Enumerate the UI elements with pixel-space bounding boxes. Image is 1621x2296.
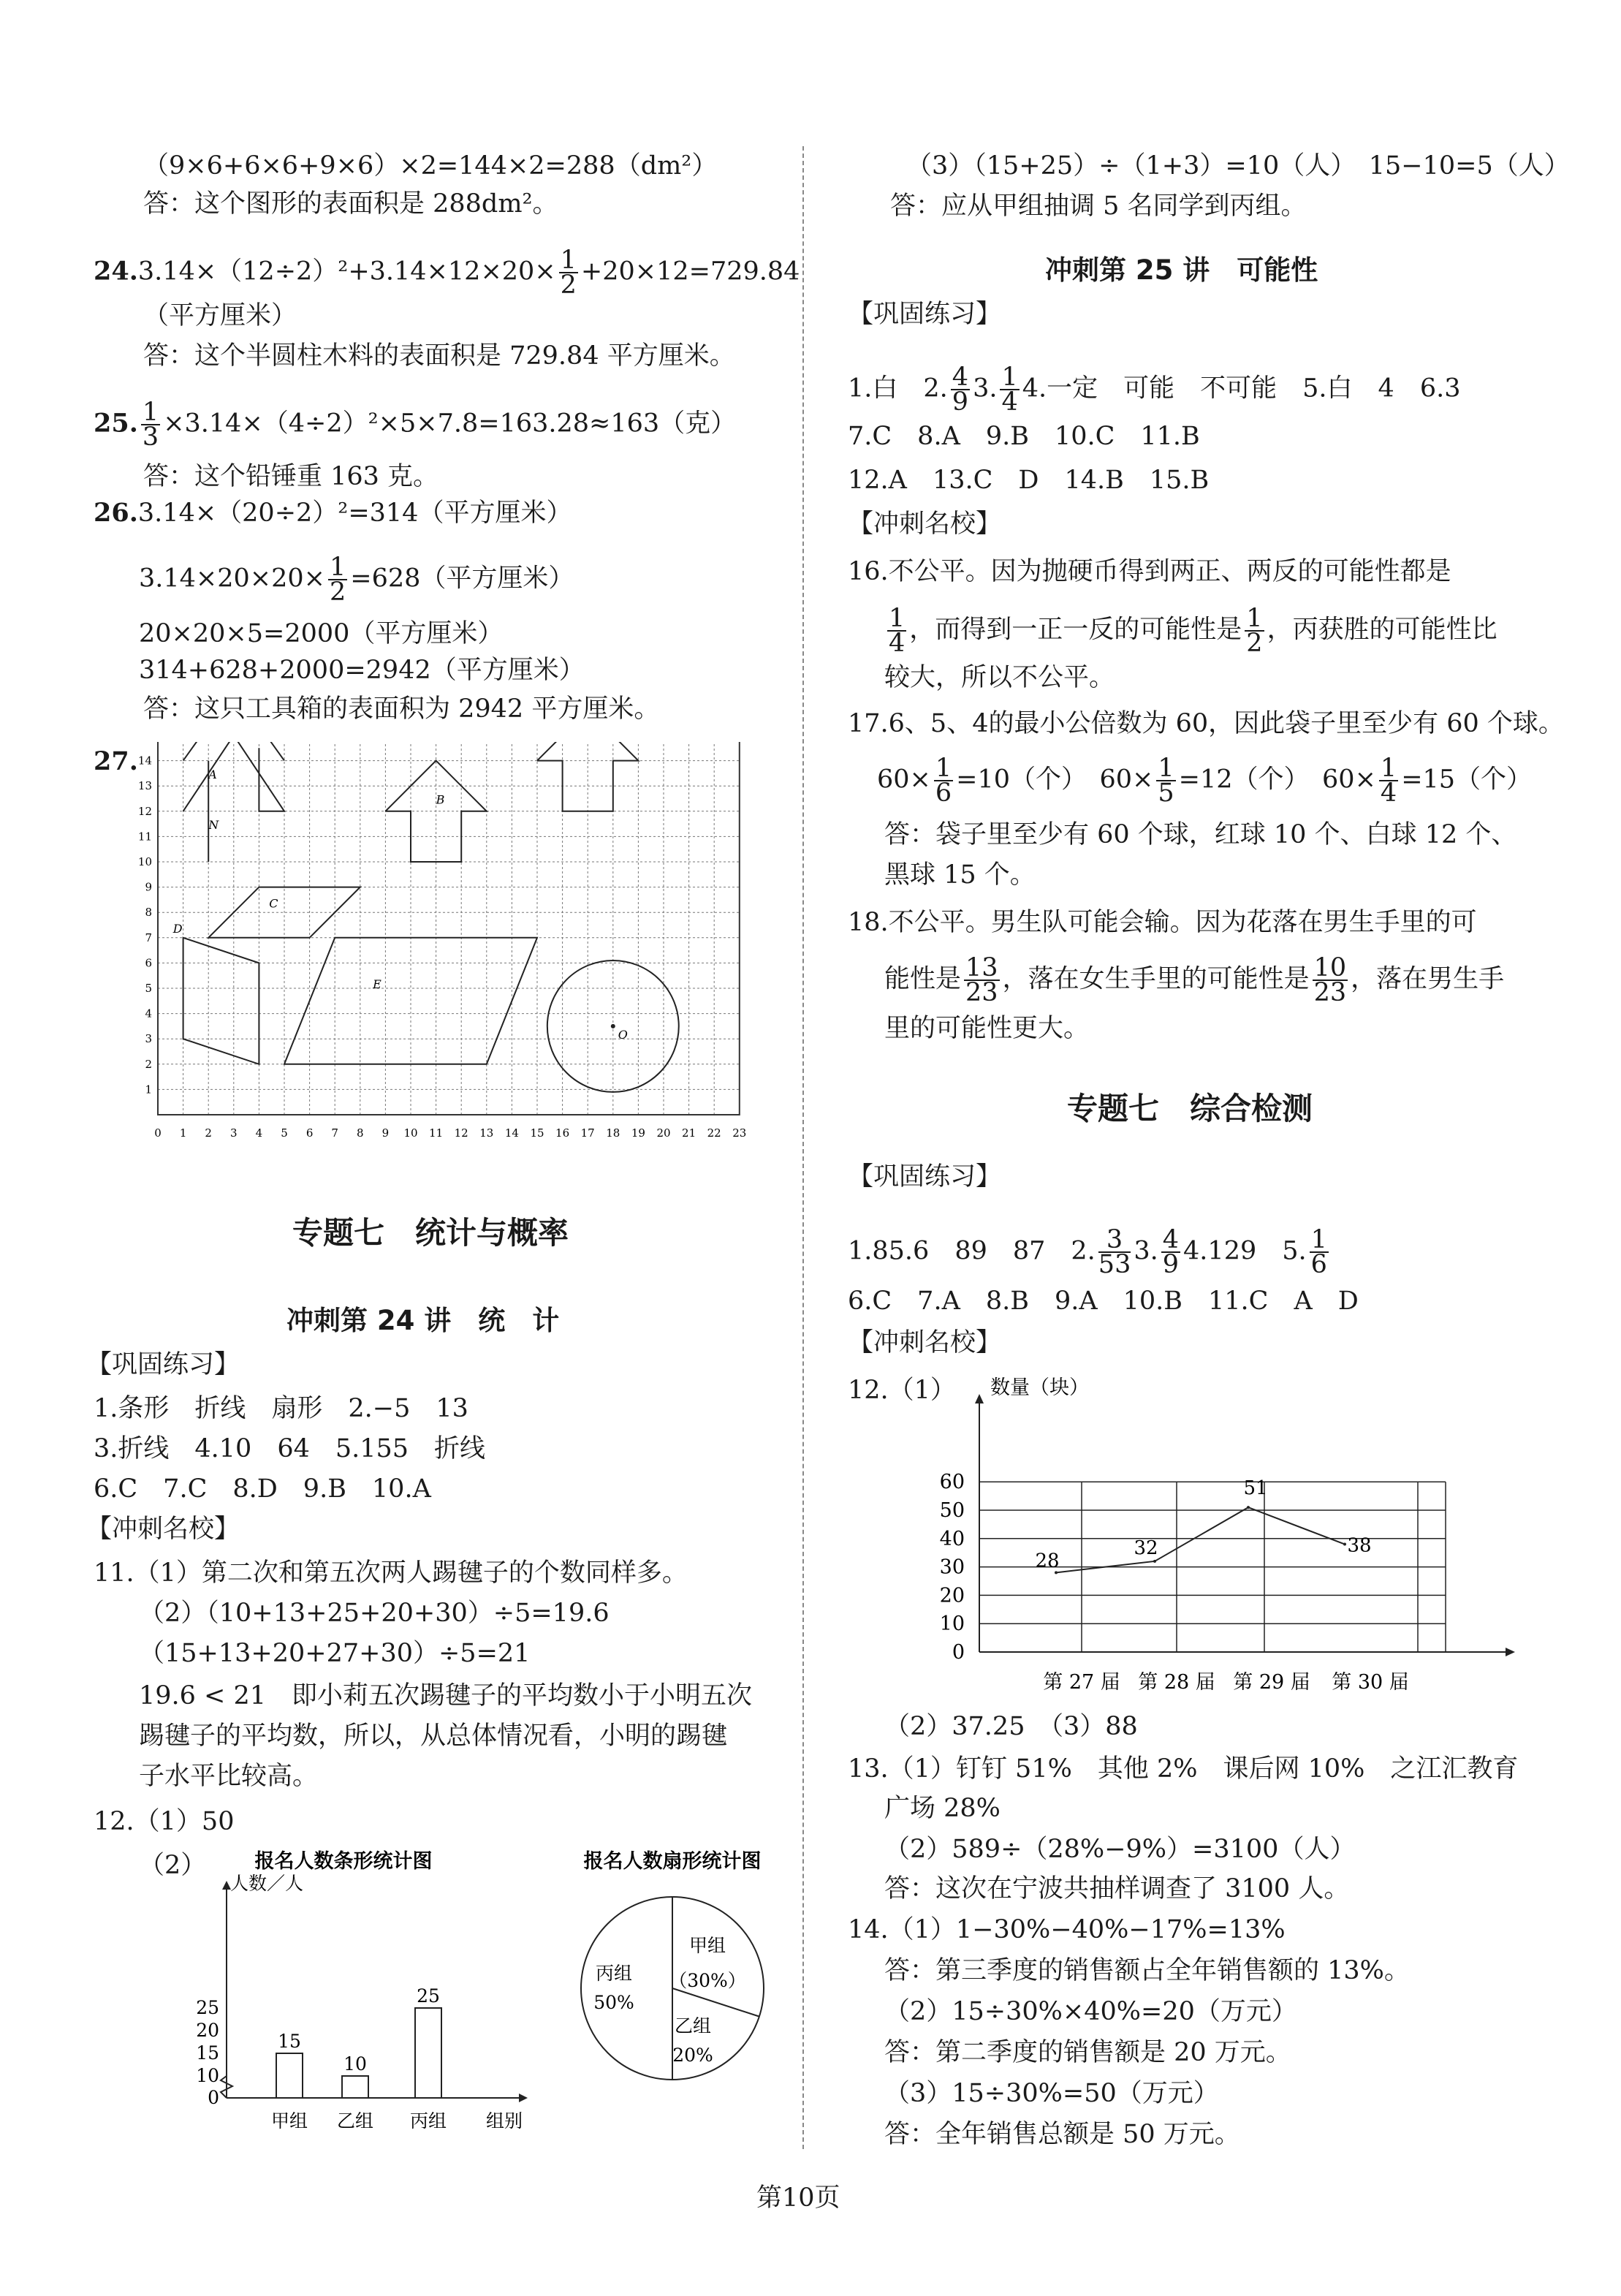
- x-tick-label: 20: [656, 1126, 671, 1140]
- q12-tail: （2）37.25 （3）88: [884, 1712, 1138, 1741]
- q11-line: 11.（1）第二次和第五次两人踢毽子的个数同样多。: [94, 1558, 688, 1588]
- answers-row: 1.85.6 89 87 2. $\frac{3}{53}$ 3. $\frac{4}{9}$ 4.129 5. $\frac{1}{6}$: [848, 1225, 1327, 1279]
- topic-title-comprehensive: 专题七 综合检测: [1067, 1091, 1313, 1126]
- data-label: 32: [1134, 1537, 1158, 1559]
- answers-row: 1.白 2. $\frac{4}{9}$ 3. $\frac{1}{4}$ 4.一定 可能 不可能 5.白 4 6.3: [848, 363, 1461, 417]
- x-tick-label: 23: [732, 1126, 747, 1140]
- bar: [276, 2053, 303, 2098]
- y-tick-label: 30: [939, 1556, 965, 1579]
- q23-calc: （9×6+6×6+9×6）×2=144×2=288（dm²）: [143, 151, 718, 181]
- x-tick-label: 丙组: [409, 2110, 447, 2132]
- y-tick-label: 10: [196, 2065, 219, 2086]
- answers-row: 1.条形 折线 扇形 2.−5 13: [94, 1394, 468, 1423]
- q13-line: （2）589÷（28%−9%）=3100（人）: [884, 1835, 1356, 1864]
- q14-line: （3）15÷30%=50（万元）: [884, 2079, 1219, 2108]
- fraction: $\frac{4}{9}$: [952, 363, 969, 417]
- bar-value-label: 25: [417, 1985, 440, 2007]
- answers-row: 6.C 7.C 8.D 9.B 10.A: [94, 1474, 431, 1504]
- x-tick-label: 第 29 届: [1233, 1671, 1310, 1694]
- data-label: 38: [1347, 1534, 1372, 1557]
- x-tick-label: 第 28 届: [1138, 1671, 1215, 1694]
- y-axis-label: 人数／人: [230, 1873, 304, 1894]
- grid-figure: [132, 742, 775, 1151]
- y-tick-label: 11: [137, 830, 152, 844]
- x-tick-label: 8: [357, 1126, 364, 1140]
- bar-chart-title: 报名人数条形统计图: [254, 1850, 433, 1873]
- bar-value-label: 15: [278, 2031, 301, 2052]
- y-tick-label: 50: [939, 1499, 965, 1522]
- y-tick-label: 3: [145, 1032, 152, 1046]
- fraction: $\frac{1}{4}$: [889, 604, 906, 658]
- trapezoid-d: [183, 938, 259, 1064]
- pie-label: 丙组: [595, 1963, 633, 1984]
- y-tick-label: 25: [196, 1997, 219, 2018]
- x-axis-label: 组别: [485, 2110, 523, 2132]
- q11-line: 子水平比较高。: [139, 1762, 319, 1791]
- q14-line: 答：第二季度的销售额是 20 万元。: [884, 2038, 1291, 2067]
- section-sprint: 【冲刺名校】: [848, 1328, 1002, 1357]
- fraction: $\frac{3}{53}$: [1098, 1225, 1131, 1279]
- q24-number: 24.: [94, 256, 138, 287]
- answers-row: 6.C 7.A 8.B 9.A 10.B 11.C A D: [848, 1287, 1359, 1316]
- q14-line: 14.（1）1−30%−40%−17%=13%: [848, 1915, 1286, 1944]
- x-tick-label: 4: [255, 1126, 263, 1140]
- point-label: A: [208, 767, 217, 781]
- fraction: $\frac{1}{6}$: [1310, 1225, 1327, 1279]
- q18-line: 18.不公平。男生队可能会输。因为花落在男生手里的可: [848, 908, 1477, 937]
- q25-answer: 答：这个铅锤重 163 克。: [143, 462, 439, 491]
- data-point: [1153, 1560, 1156, 1563]
- point-label: E: [373, 977, 381, 991]
- x-tick-label: 6: [305, 1126, 314, 1140]
- pie-label: 乙组: [674, 2015, 712, 2037]
- q12-line: 12.（1）50: [94, 1807, 235, 1836]
- point-label: N: [208, 818, 219, 833]
- point-label: C: [269, 896, 278, 911]
- fraction: $\frac{1}{2}$: [1246, 604, 1263, 658]
- x-tick-label: 3: [230, 1126, 238, 1140]
- y-axis-label: 数量（块）: [990, 1376, 1089, 1399]
- q18-line: 能性是 $\frac{13}{23}$ ，落在女生手里的可能性是 $\frac{10}{23}$ ，落在男生手: [884, 953, 1505, 1007]
- pie-chart: [563, 1849, 782, 2091]
- circle-center: [611, 1024, 615, 1028]
- x-tick-label: 9: [381, 1126, 390, 1140]
- q14-line: （2）15÷30%×40%=20（万元）: [884, 1997, 1297, 2026]
- q16-line: 较大，所以不公平。: [884, 663, 1115, 692]
- bar-chart: [183, 1849, 548, 2142]
- q16-line: 16.不公平。因为抛硬币得到两正、两反的可能性都是: [848, 557, 1451, 586]
- y-tick-label: 20: [196, 2020, 219, 2041]
- pie-label: （30%）: [669, 1970, 746, 1991]
- y-tick-label: 15: [196, 2042, 219, 2064]
- y-tick-label: 1: [145, 1083, 152, 1096]
- section-sprint: 【冲刺名校】: [86, 1515, 240, 1544]
- x-tick-label: 0: [154, 1126, 162, 1140]
- fraction: $\frac{1}{2}$: [329, 553, 346, 607]
- section-sprint: 【冲刺名校】: [848, 509, 1002, 539]
- y-tick-label: 10: [939, 1613, 965, 1636]
- q23-answer: 答：这个图形的表面积是 288dm²。: [143, 189, 558, 219]
- answers-row: 12.A 13.C D 14.B 15.B: [848, 466, 1210, 495]
- x-tick-label: 2: [205, 1126, 212, 1140]
- q11-line: （15+13+20+27+30）÷5=21: [139, 1639, 531, 1668]
- section-consolidation: 【巩固练习】: [86, 1350, 240, 1379]
- x-tick-label: 17: [580, 1126, 595, 1140]
- x-tick-label: 14: [504, 1126, 519, 1140]
- q26-answer: 答：这只工具箱的表面积为 2942 平方厘米。: [143, 694, 660, 724]
- lesson-24-title: 冲刺第 24 讲 统 计: [286, 1305, 560, 1336]
- data-label: 51: [1243, 1477, 1268, 1500]
- series-line: [1056, 1507, 1345, 1572]
- fraction: $\frac{1}{3}$: [142, 398, 159, 452]
- fraction: $\frac{1}{4}$: [1001, 363, 1018, 417]
- x-tick-label: 13: [479, 1126, 494, 1140]
- point-label: O: [618, 1028, 628, 1042]
- y-tick-label: 8: [145, 906, 152, 920]
- y-tick-label: 12: [137, 804, 152, 818]
- x-tick-label: 22: [707, 1126, 721, 1140]
- pie-label: 甲组: [688, 1935, 726, 1956]
- x-axis-arrow: [519, 2094, 528, 2102]
- q25-number: 25.: [94, 408, 138, 439]
- q14-line: 答：第三季度的销售额占全年销售额的 13%。: [884, 1956, 1410, 1985]
- x-tick-label: 10: [403, 1126, 418, 1140]
- q26-number: 26.: [94, 498, 138, 528]
- q17-answer: 黑球 15 个。: [884, 860, 1036, 890]
- q11-line: 踢毽子的平均数，所以，从总体情况看，小明的踢毽: [139, 1721, 728, 1751]
- x-tick-label: 5: [281, 1126, 288, 1140]
- x-tick-label: 第 27 届: [1043, 1671, 1120, 1694]
- fraction: $\frac{1}{6}$: [935, 754, 952, 808]
- fraction: $\frac{1}{2}$: [560, 246, 577, 300]
- x-tick-label: 21: [682, 1126, 696, 1140]
- q17-answer: 答：袋子里至少有 60 个球，红球 10 个、白球 12 个、: [884, 820, 1517, 849]
- x-tick-label: 11: [429, 1126, 444, 1140]
- q11-line: 19.6 < 21 即小莉五次踢毽子的平均数小于小明五次: [139, 1681, 753, 1710]
- bar: [342, 2076, 368, 2098]
- x-tick-label: 乙组: [336, 2110, 374, 2132]
- line-chart: [899, 1371, 1520, 1707]
- fraction: $\frac{10}{23}$: [1313, 953, 1347, 1007]
- y-tick-label: 2: [145, 1057, 152, 1071]
- q14-line: 答：全年销售总额是 50 万元。: [884, 2120, 1240, 2149]
- y-tick-label: 60: [939, 1471, 965, 1494]
- lesson-25-title: 冲刺第 25 讲 可能性: [1045, 254, 1318, 286]
- x-tick-label: 18: [606, 1126, 620, 1140]
- topic-title-statistics: 专题七 统计与概率: [292, 1215, 569, 1251]
- y-tick-label: 4: [145, 1007, 152, 1020]
- y-tick-label: 5: [145, 982, 152, 995]
- data-point: [1343, 1543, 1346, 1546]
- q27-number: 27.: [94, 746, 138, 776]
- x-tick-label: 19: [631, 1126, 645, 1140]
- q-top-calc: （3）（15+25）÷（1+3）=10（人） 15−10=5（人）: [906, 151, 1570, 181]
- section-consolidation: 【巩固练习】: [848, 1162, 1002, 1191]
- q16-line: $\frac{1}{4}$ ，而得到一正一反的可能性是 $\frac{1}{2}$ ，丙获胜的可能性比: [889, 604, 1497, 658]
- q26-line3: 20×20×5=2000（平方厘米）: [139, 619, 504, 648]
- y-tick-label: 14: [137, 754, 152, 768]
- x-tick-label: 第 30 届: [1332, 1671, 1409, 1694]
- q13-line: 答：这次在宁波共抽样调查了 3100 人。: [884, 1874, 1350, 1903]
- q17-line: 60× $\frac{1}{6}$ =10（个） 60× $\frac{1}{5}$ =12（个） 60× $\frac{1}{4}$ =15（个）: [877, 754, 1533, 808]
- y-tick-label: 0: [208, 2087, 219, 2108]
- q13-line: 广场 28%: [884, 1794, 1001, 1823]
- q-top-answer: 答：应从甲组抽调 5 名同学到丙组。: [890, 192, 1307, 221]
- column-divider: [802, 146, 804, 2149]
- y-tick-label: 7: [145, 931, 152, 944]
- q26-line1: 26.3.14×（20÷2）²=314（平方厘米）: [94, 498, 572, 528]
- data-point: [1247, 1506, 1250, 1509]
- fraction: $\frac{1}{5}$: [1158, 754, 1174, 808]
- q24-line: 24.3.14×（12÷2）²+3.14×12×20× $\frac{1}{2}$ +20×12=729.84: [94, 246, 800, 300]
- y-tick-label: 6: [145, 956, 152, 970]
- x-tick-label: 甲组: [270, 2110, 308, 2132]
- q17-line: 17.6、5、4的最小公倍数为 60，因此袋子里至少有 60 个球。: [848, 709, 1564, 738]
- bar: [415, 2008, 441, 2098]
- q13-line: 13.（1）钉钉 51% 其他 2% 课后网 10% 之江汇教育: [848, 1754, 1519, 1784]
- x-tick-label: 1: [179, 1126, 187, 1140]
- x-tick-label: 16: [555, 1126, 570, 1140]
- fraction: $\frac{1}{4}$: [1380, 754, 1397, 808]
- section-consolidation: 【巩固练习】: [848, 300, 1002, 329]
- q25-line: 25. $\frac{1}{3}$ ×3.14×（4÷2）²×5×7.8=163.28≈163（克）: [94, 398, 737, 452]
- x-tick-label: 7: [331, 1126, 338, 1140]
- page-number: 第10页: [756, 2183, 840, 2213]
- q11-line: （2）（10+13+25+20+30）÷5=19.6: [139, 1599, 610, 1628]
- y-tick-label: 10: [137, 855, 152, 868]
- x-axis-arrow: [1506, 1648, 1515, 1656]
- q18-line: 里的可能性更大。: [884, 1014, 1090, 1043]
- x-tick-label: 12: [454, 1126, 468, 1140]
- point-label: B: [436, 792, 445, 807]
- q24-unit: （平方厘米）: [143, 301, 297, 330]
- data-label: 28: [1035, 1550, 1060, 1572]
- bar-value-label: 10: [343, 2053, 367, 2075]
- x-tick-label: 15: [530, 1126, 544, 1140]
- y-tick-label: 20: [939, 1584, 965, 1607]
- q26-line4: 314+628+2000=2942（平方厘米）: [139, 656, 585, 685]
- q12-line: （2）: [139, 1851, 207, 1880]
- fraction: $\frac{4}{9}$: [1162, 1225, 1180, 1279]
- y-tick-label: 40: [939, 1527, 965, 1550]
- point-label: D: [172, 921, 183, 936]
- y-axis-arrow: [975, 1394, 984, 1403]
- q12-head: 12.（1）: [848, 1376, 956, 1405]
- answers-row: 7.C 8.A 9.B 10.C 11.B: [848, 422, 1200, 451]
- fraction: $\frac{13}{23}$: [965, 953, 998, 1007]
- y-tick-label: 13: [137, 779, 152, 793]
- pie-label: 50%: [593, 1992, 634, 2013]
- q24-answer: 答：这个半圆柱木料的表面积是 729.84 平方厘米。: [143, 341, 735, 371]
- pie-chart-title: 报名人数扇形统计图: [583, 1850, 762, 1873]
- q26-line2: 3.14×20×20× $\frac{1}{2}$ =628（平方厘米）: [139, 553, 574, 607]
- pie-label: 20%: [672, 2045, 713, 2066]
- y-tick-label: 0: [952, 1641, 965, 1664]
- y-tick-label: 9: [145, 880, 152, 894]
- answers-row: 3.折线 4.10 64 5.155 折线: [94, 1434, 486, 1463]
